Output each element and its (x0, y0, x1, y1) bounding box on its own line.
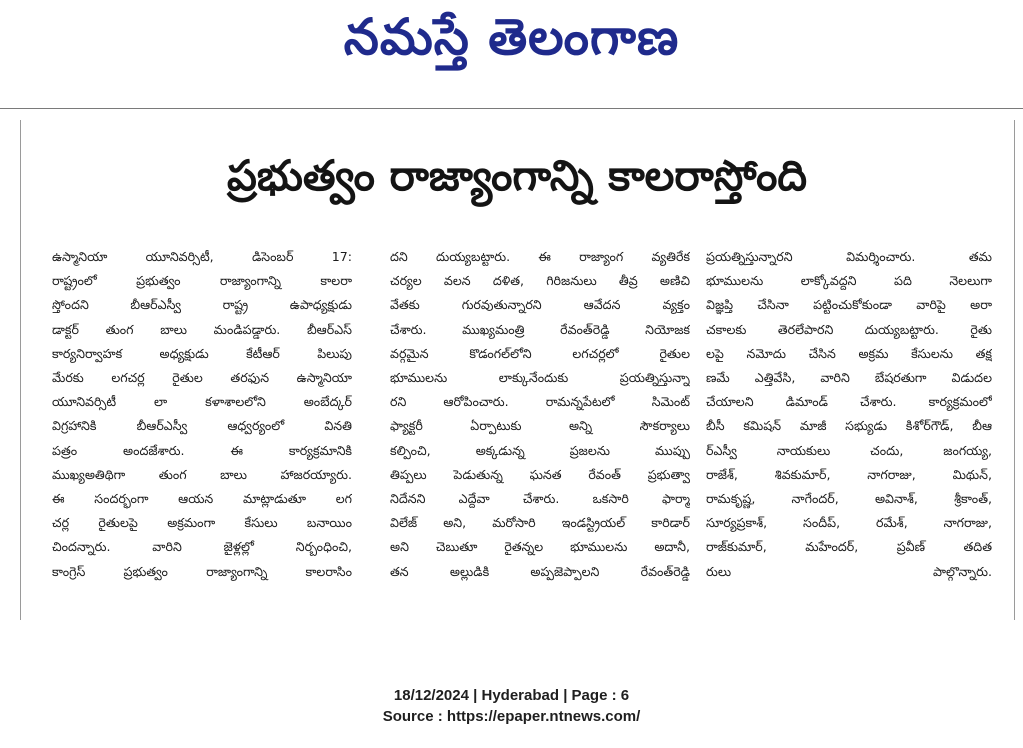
article-line: అని చెబుతూ రైతన్నల భూములను అదానీ, (390, 539, 690, 555)
article-line: పత్రం అందజేశారు. ఈ కార్యక్రమానికి (52, 442, 352, 458)
article-line: రులు పాల్గొన్నారు. (706, 563, 992, 579)
article-body (52, 245, 992, 625)
article-line: తిప్పలు పెడుతున్న ఘనత రేవంత్ ప్రభుత్వా (390, 466, 690, 482)
article-line: విలేజ్ అని, మరోసారి ఇండస్ట్రియల్ కారిడార్ (390, 515, 690, 531)
newspaper-logo: నమస్తే తెలంగాణ (343, 8, 680, 66)
article-line: లపై నమోదు చేసిన అక్రమ కేసులను తక్ష (706, 345, 992, 361)
article-line: చకాలకు తెరలేపారని దుయ్యబట్టారు. రైతు (706, 321, 992, 337)
article-line: డాక్టర్ తుంగ బాలు మండిపడ్డారు. బీఆర్ఎస్ (52, 321, 352, 337)
source-url: Source : https://epaper.ntnews.com/ (382, 708, 641, 725)
article-line: వేతకు గురవుతున్నారని ఆవేదన వ్యక్తం (390, 297, 690, 313)
masthead (0, 0, 1023, 78)
article-line: సూర్యప్రకాశ్, సందీప్, రమేశ్, నాగరాజు, (706, 515, 992, 531)
article-line: చర్యల వలన దళిత, గిరిజనులు తీవ్ర అణిచి (390, 273, 690, 289)
article-line: ర్ఎస్వీ నాయకులు చందు, జంగయ్య, (706, 442, 992, 458)
article-line: చర్ల రైతులపై అక్రమంగా కేసులు బనాయిం (52, 515, 352, 531)
article-line: చిందన్నారు. వారిని జైళ్లల్లో నిర్బంధించి, (52, 539, 352, 555)
article-line: విజ్ఞప్తి చేసినా పట్టించుకోకుండా వారిపై అరా (706, 297, 992, 313)
article-line: ఫ్యాక్టరీ ఏర్పాటుకు అన్ని సౌకర్యాలు (390, 418, 690, 434)
article-line: రామకృష్ణ, నాగేందర్, అవినాశ్, శ్రీకాంత్, (706, 491, 992, 507)
article-line: ముఖ్యఅతిథిగా తుంగ బాలు హాజరయ్యారు. (52, 466, 352, 482)
article-line: రాష్ట్రంలో ప్రభుత్వం రాజ్యాంగాన్ని కాలరా (52, 273, 352, 289)
article-column-2 (390, 245, 690, 625)
article-line: ణమే ఎత్తివేసి, వారిని బేషరతుగా విడుదల (706, 370, 992, 386)
masthead-divider (0, 108, 1023, 109)
article-line: స్తోందని బీఆర్ఎస్వీ రాష్ట్ర ఉపాధ్యక్షుడు (52, 297, 352, 313)
article-line: కల్పించి, అక్కడున్న ప్రజలను ముప్పు (390, 442, 690, 458)
article-line: ప్రయత్నిస్తున్నారని విమర్శించారు. తమ (706, 249, 992, 264)
article-line: రని ఆరోపించారు. రామన్నపేటలో సిమెంట్ (390, 394, 690, 410)
article-line: నిదేనని ఎద్దేవా చేశారు. ఒకసారి ఫార్మా (390, 491, 690, 507)
article-line: దని దుయ్యబట్టారు. ఈ రాజ్యాంగ వ్యతిరేక (390, 249, 690, 264)
publication-info: 18/12/2024 | Hyderabad | Page : 6 (393, 687, 630, 704)
clipping-left-border (20, 120, 21, 620)
article-line: వర్గమైన కొడంగల్‌లోని లగచర్లలో రైతుల (390, 345, 690, 361)
article-headline: ప్రభుత్వం రాజ్యాంగాన్ని కాలరాస్తోంది (226, 151, 808, 200)
article-line: యూనివర్సిటీ లా కళాశాలలోని అంబేద్కర్ (52, 394, 352, 410)
article-line: రాజ్‌కుమార్, మహేందర్, ప్రవీణ్ తదిత (706, 539, 992, 555)
article-line: ఈ సందర్భంగా ఆయన మాట్లాడుతూ లగ (52, 491, 352, 507)
article-line: కార్యనిర్వాహక అధ్యక్షుడు కేటీఆర్ పిలుపు (52, 345, 352, 361)
article-line: కాంగ్రెస్ ప్రభుత్వం రాజ్యాంగాన్ని కాలరాసిం (52, 563, 352, 579)
clipping-right-border (1014, 120, 1015, 620)
article-line: మేరకు లగచర్ల రైతుల తరఫున ఉస్మానియా (52, 370, 352, 386)
article-line: రాజేశ్, శివకుమార్, నాగరాజు, మిథున్, (706, 466, 992, 482)
article-column-3 (706, 245, 992, 625)
article-line: చేయాలని డిమాండ్ చేశారు. కార్యక్రమంలో (706, 394, 992, 410)
article-line: తన అల్లుడికి అప్పజెప్పాలని రేవంత్‌రెడ్డి (390, 563, 690, 579)
article-line: భూములను లాక్కునేందుకు ప్రయత్నిస్తున్నా (390, 370, 690, 386)
article-line: భూములను లాక్కోవద్దని పది నెలలుగా (706, 273, 992, 289)
article-column-1 (52, 245, 352, 625)
article-line: విగ్రహానికి బీఆర్ఎస్వీ ఆధ్వర్యంలో వినతి (52, 418, 352, 434)
article-line: బీసీ కమిషన్ మాజీ సభ్యుడు కిశోర్‌గౌడ్, బీఆ (706, 418, 992, 434)
article-line: చేశారు. ముఖ్యమంత్రి రేవంత్‌రెడ్డి నియోజక (390, 321, 690, 337)
article-line: ఉస్మానియా యూనివర్సిటీ, డిసెంబర్ 17: (52, 249, 352, 264)
